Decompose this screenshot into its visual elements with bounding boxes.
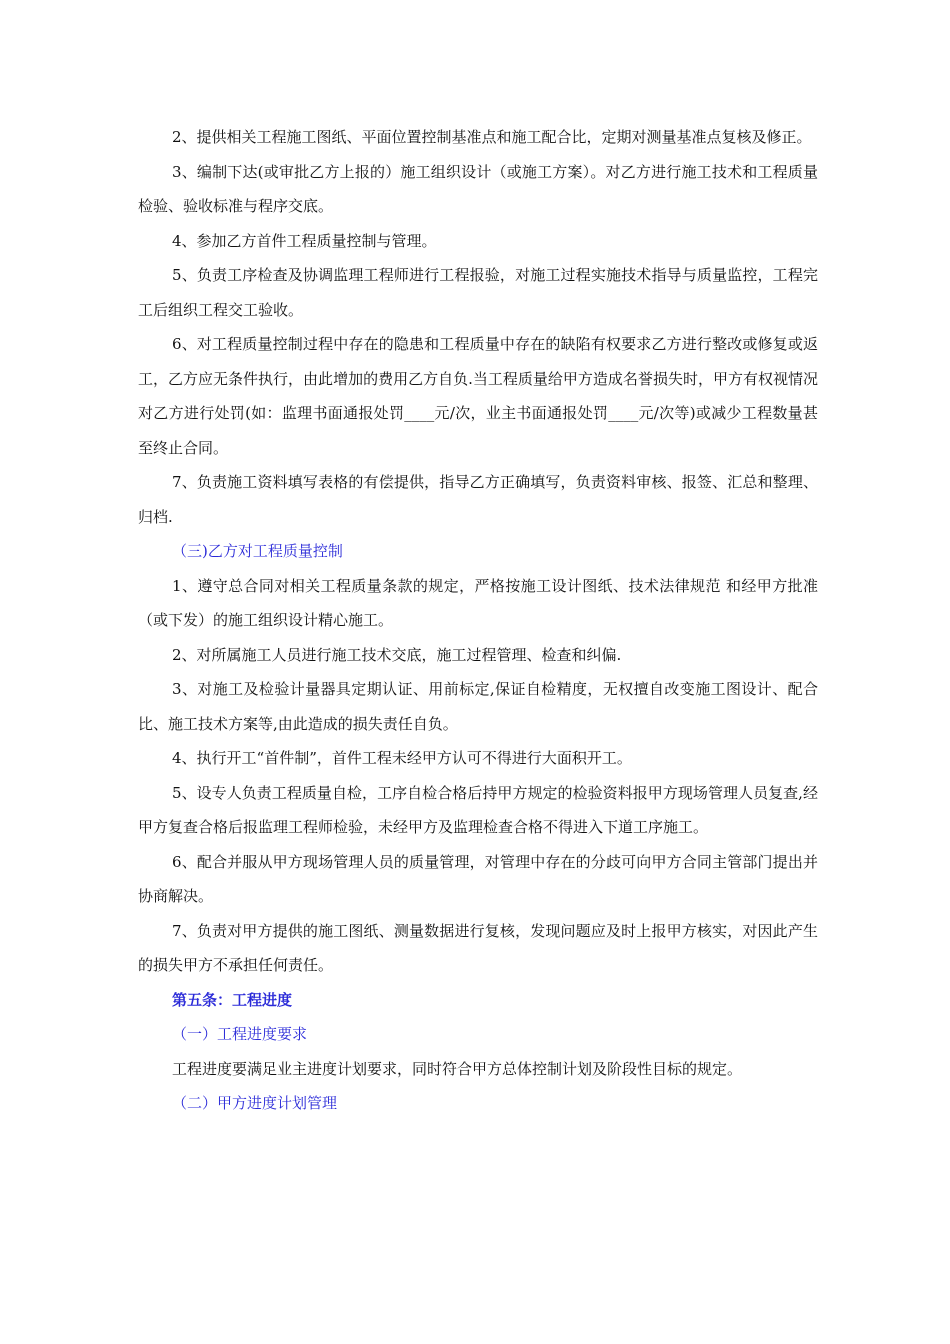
paragraph-a4: 4、参加乙方首件工程质量控制与管理。: [172, 231, 437, 250]
paragraph-a7: 7、负责施工资料填写表格的有偿提供，指导乙方正确填写，负责资料审核、报签、汇总和整理、归档.: [138, 473, 818, 526]
paragraph-a6: 6、对工程质量控制过程中存在的隐患和工程质量中存在的缺陷有权要求乙方进行整改或修复或返工，乙方应无条件执行，由此增加的费用乙方自负.当工程质量给甲方造成名誉损失时，甲方有权视情况对乙方进行处罚(如：监理书面通报处罚____元/次，业主书面通报处罚____元/次等)或减少工程数量甚至终止合同。: [138, 335, 818, 457]
document-page: [138, 120, 818, 1121]
paragraph-b3: 3、对施工及检验计量器具定期认证、用前标定,保证自检精度，无权擅自改变施工图设计、配合比、施工技术方案等,由此造成的损失责任自负。: [138, 680, 818, 733]
paragraph-a3: 3、编制下达(或审批乙方上报的）施工组织设计（或施工方案）。对乙方进行施工技术和工程质量检验、验收标准与程序交底。: [138, 162, 818, 215]
article-heading-5: 第五条：工程进度: [172, 990, 293, 1009]
paragraph-a2: 2、提供相关工程施工图纸、平面位置控制基准点和施工配合比，定期对测量基准点复核及修正。: [172, 128, 812, 146]
section-heading-yi: （一）工程进度要求: [172, 1025, 308, 1043]
paragraph-b2: 2、对所属施工人员进行施工技术交底，施工过程管理、检查和纠偏.: [172, 645, 622, 664]
paragraph-b4: 4、执行开工“首件制”，首件工程未经甲方认可不得进行大面积开工。: [172, 749, 632, 767]
paragraph-a5: 5、负责工序检查及协调监理工程师进行工程报验，对施工过程实施技术指导与质量监控，工程完工后组织工程交工验收。: [138, 266, 818, 319]
paragraph-b7: 7、负责对甲方提供的施工图纸、测量数据进行复核，发现问题应及时上报甲方核实，对因此产生的损失甲方不承担任何责任。: [138, 921, 818, 974]
section-heading-san: （三)乙方对工程质量控制: [172, 542, 343, 560]
paragraph-b5: 5、设专人负责工程质量自检，工序自检合格后持甲方规定的检验资料报甲方现场管理人员复查,经甲方复查合格后报监理工程师检验，未经甲方及监理检查合格不得进入下道工序施工。: [138, 783, 818, 836]
paragraph-c1: 工程进度要满足业主进度计划要求，同时符合甲方总体控制计划及阶段性目标的规定。: [172, 1059, 743, 1078]
section-heading-er: （二）甲方进度计划管理: [172, 1094, 338, 1112]
paragraph-b6: 6、配合并服从甲方现场管理人员的质量管理，对管理中存在的分歧可向甲方合同主管部门提出并协商解决。: [138, 852, 818, 905]
paragraph-b1: 1、遵守总合同对相关工程质量条款的规定，严格按施工设计图纸、技术法律规范 和经甲方批准（或下发）的施工组织设计精心施工。: [138, 576, 818, 629]
